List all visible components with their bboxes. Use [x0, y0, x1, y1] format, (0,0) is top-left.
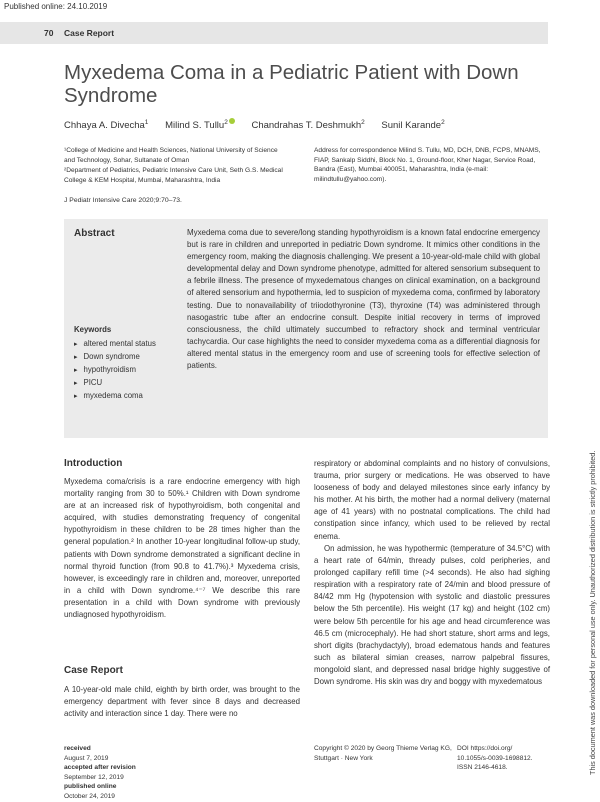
received-label: received	[64, 745, 91, 752]
keywords-heading: Keywords	[74, 325, 112, 334]
doi-block	[457, 744, 557, 773]
download-notice	[576, 135, 597, 775]
published-date: Published online: 24.10.2019	[4, 2, 108, 11]
doi-value[interactable]: 10.1055/s-0039-1698812.	[457, 754, 533, 762]
section-label: Case Report	[64, 28, 115, 38]
case-report-admission-text: On admission, he was hypothermic (temperature of 34.5°C) with a heart rate of 64/min, thready pulses, cold peripheries, and prolonged capillary refill time (>4 seconds). He also had sighing respiration with a respiratory rate of 24/min and blood pressure of 84/42 mm Hg (hypotension with systolic and diastolic pressures below the 5th percentile). His weight (17 kg) and height (102 cm) were below 5th percentile for his age and head circumference was 46.5 cm (microcephaly). He had short stature, short arms and legs, short digits (brachydactyly), broad edematous hands and features such as bilateral simian creases, narrow palpebral fissures, mongoloid slant, and depressed nasal bridge highly suggestive of Down syndrome. His skin was dry and boggy with myxedematous	[314, 544, 550, 687]
accepted-label: accepted after revision	[64, 764, 136, 772]
issn: ISSN 2146-4618.	[457, 764, 508, 772]
citation: J Pediatr Intensive Care 2020;9:70–73.	[64, 197, 182, 204]
published-online-label: published online	[64, 783, 117, 791]
introduction-text: Myxedema coma/crisis is a rare endocrine emergency with high mortality ranging from 30 to 50%.¹ Children with Down syndrome are at an increased risk of hypothyroidism, both congenital and acquired, with studies demonstrating frequency of congenital hypothyroidism in these children to be 28 times higher than the general population.² In another 10-year longitudinal follow-up study, patients with Down syndrome demonstrated a significant decline in normal thyroid function (from 90.8 to 41.7%).³ Myxedema crisis, however, is exceedingly rare in children and, moreover, unreported in a child with Down syndrome.⁴⁻⁷ We describe this rare presentation in a child with Down syndrome with previously undiagnosed hypothyroidism.	[64, 477, 300, 620]
keyword-item[interactable]: ▸ hypothyroidism	[74, 364, 156, 377]
author[interactable]: Chandrahas T. Deshmukh$^2$	[251, 119, 365, 132]
introduction-heading: Introduction	[64, 458, 123, 469]
received-date: August 7, 2019	[64, 754, 109, 762]
case-report-heading: Case Report	[64, 665, 123, 676]
abstract-text: Myxedema coma due to severe/long standing hypothyroidism is a known fatal endocrine emergency but is rare in children and unreported in pediatric Down syndrome. It mimics other conditions in the emergency room, making the diagnosis challenging. We present a 10-year-old-male child with global developmental delay and Down syndrome phenotype, admitted for altered sensorium subsequent to a febrile illness. The presence of myxedematous changes on clinical examination, on a background of altered sensorium and hypothermia, led to suspicion of myxedema coma, confirmed by laboratory testing. Due to nonavailability of triiodothyronine (T3), thyroxine (T4) was administered through nasogastric tube after an endocrine consult. Despite initial recovery in terms of improved consciousness, the child ultimately succumbed to refractory shock and terminal ventricular tachycardia. Our case highlights the need to consider myxedema coma as a differential diagnosis for altered mental status in the emergency room and use of screening tools for effective selection of patients.	[187, 228, 540, 371]
accepted-date: September 12, 2019	[64, 773, 124, 781]
keyword-item[interactable]: ▸ myxedema coma	[74, 390, 156, 403]
copyright: Copyright © 2020 by Georg Thieme Verlag KG, Stuttgart · New York	[314, 745, 452, 762]
keyword-item[interactable]: ▸ Down syndrome	[74, 351, 156, 364]
author-list	[64, 118, 534, 131]
keyword-list	[74, 338, 156, 403]
published-online-date: October 24, 2019	[64, 792, 115, 800]
doi-label[interactable]: DOI https://doi.org/	[457, 745, 513, 752]
keyword-item[interactable]: ▸ altered mental status	[74, 338, 156, 351]
download-notice-text: This document was downloaded for personal use only. Unauthorized distribution is strictly prohibited.	[588, 450, 597, 775]
correspondence: Address for correspondence Milind S. Tullu, MD, DCH, DNB, FCPS, MNAMS, FIAP, Sankalp Siddhi, Block No. 1, Ground-floor, Kher Nagar, Service Road, Bandra (East), Mumbai 400051, Maharashtra, India (e-mail: milindtullu@yahoo.com).	[314, 147, 541, 183]
case-report-text-continued: respiratory or abdominal complaints and no history of convulsions, trauma, prior surgery or medications. He was observed to have looseness of body and delayed milestones since early infancy by his mother. At his birth, the mother had a normal delivery (maternal age of 41 years) with no postnatal complications. The child had constipation since infancy, which used to be relieved by rectal enema.	[314, 459, 550, 541]
affiliation-2: ²Department of Pediatrics, Pediatric Intensive Care Unit, Seth G.S. Medical College & KEM Hospital, Mumbai, Maharashtra, India	[64, 167, 283, 184]
author[interactable]: Chhaya A. Divecha$^1$	[64, 119, 149, 132]
orcid-icon[interactable]	[229, 118, 235, 124]
keyword-item[interactable]: ▸ PICU	[74, 377, 156, 390]
article-dates	[64, 744, 136, 802]
affiliation-1: ¹College of Medicine and Health Sciences, National University of Science and Technology, Sohar, Sultanate of Oman	[64, 147, 278, 164]
article-title: Myxedema Coma in a Pediatric Patient with Down Syndrome	[64, 61, 519, 107]
author[interactable]: Sunil Karande$^2$	[381, 119, 445, 132]
case-report-text: A 10-year-old male child, eighth by birth order, was brought to the emergency department with fever since 8 days and decreased activity and interaction since 1 day. There were no	[64, 685, 300, 719]
page-number: 70	[44, 28, 54, 38]
abstract-heading: Abstract	[74, 228, 115, 239]
author[interactable]: Milind S. Tullu$^2$	[165, 120, 235, 131]
